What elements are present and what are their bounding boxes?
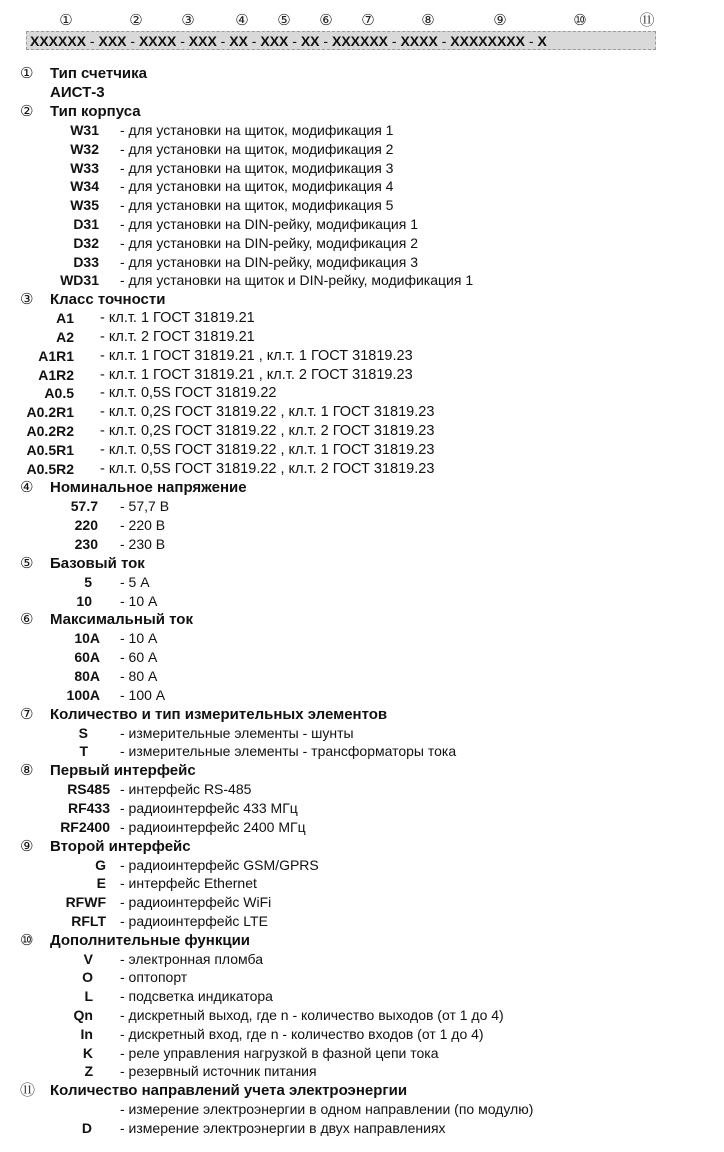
section-title-row [0,290,724,309]
designation-pattern-strip [26,31,656,50]
pattern-separator: - [437,33,451,49]
section-title: Дополнительные функции [50,931,251,949]
item-description: - для установки на щиток, модификация 1 [120,122,394,138]
section-number: ⑤ [20,553,34,572]
section-title-row [0,705,724,724]
item-description: - подсветка индикатора [120,988,273,1005]
section-3 [0,290,724,478]
item-code: A1 [56,310,74,327]
item-code: A0.5 [44,385,74,402]
section-6 [0,610,724,704]
item-code: D31 [73,215,99,232]
list-item [0,1044,724,1063]
pattern-separator: - [86,33,99,49]
list-item [0,893,724,912]
item-code: RFLT [71,912,106,929]
list-item [0,121,724,140]
header-number-10: ⑩ [573,11,587,29]
pattern-separator: - [126,33,139,49]
header-number-6: ⑥ [319,11,333,29]
list-item [0,535,724,554]
section-2 [0,102,724,290]
item-description: - 10 А [120,630,158,647]
item-code: In [80,1025,93,1042]
item-description: - измерительные элементы - шунты [120,724,354,741]
pattern-code-11: X [537,33,547,49]
item-description: - дискретный вход, где n - количество входов (от 1 до 4) [120,1025,484,1042]
pattern-code-4: XXX [188,33,217,49]
pattern-separator: - [524,33,538,49]
designation-header [26,10,658,54]
list-item [0,874,724,893]
list-item [0,968,724,987]
list-item [0,516,724,535]
section-number: ⑧ [20,761,34,780]
designation-legend [0,64,724,1138]
item-code: 5 [84,573,92,590]
section-title: Класс точности [50,291,166,309]
list-item [0,818,724,837]
item-description: - реле управления нагрузкой в фазной цепи тока [120,1044,439,1061]
item-description: - интерфейс RS-485 [120,781,252,798]
item-description: - кл.т. 0,2S ГОСТ 31819.22 , кл.т. 1 ГОСТ 31819.23 [100,404,435,421]
item-code: 230 [74,535,98,552]
item-code: W34 [70,178,99,195]
item-description: - кл.т. 1 ГОСТ 31819.21 , кл.т. 1 ГОСТ 31819.23 [100,347,413,364]
section-7 [0,705,724,762]
list-item [0,460,724,479]
item-code: W35 [70,197,99,214]
item-description: - для установки на щиток и DIN-рейку, модификация 1 [120,272,474,289]
item-code: G [95,856,106,873]
list-item [0,629,724,648]
section-value: АИСТ-3 [50,84,105,101]
section-title: Количество и тип измерительных элементов [50,705,388,723]
item-description: - для установки на DIN-рейку, модификация 3 [120,253,419,270]
item-description: - кл.т. 2 ГОСТ 31819.21 [100,328,255,345]
item-description: - 60 А [120,649,158,666]
section-title-row [0,478,724,497]
pattern-code-7: XX [300,33,320,49]
pattern-code-8: XXXXXX [331,33,389,49]
pattern-separator: - [319,33,332,49]
section-title: Тип счетчика [50,65,147,82]
item-code: 80A [74,667,100,684]
list-item [0,856,724,875]
item-code: A0.2R2 [26,422,74,439]
header-number-3: ③ [181,11,195,29]
list-item [0,159,724,178]
section-title: Количество направлений учета электроэнергии [50,1082,408,1100]
list-item [0,215,724,234]
list-item [0,1119,724,1138]
item-description: - для установки на щиток, модификация 5 [120,197,394,214]
item-description: - кл.т. 0,2S ГОСТ 31819.22 , кл.т. 2 ГОСТ 31819.23 [100,422,435,439]
item-description: - для установки на DIN-рейку, модификация 2 [120,234,419,251]
section-number: ④ [20,478,34,497]
item-code: A0.2R1 [26,404,74,421]
item-description: - радиоинтерфейс GSM/GPRS [120,856,319,873]
item-code: WD31 [60,272,99,289]
list-item [0,1025,724,1044]
item-code: O [82,969,93,986]
section-number: ③ [20,290,34,309]
section-title: Номинальное напряжение [50,479,247,497]
section-8 [0,761,724,836]
list-item [0,177,724,196]
item-description: - 57,7 В [120,498,170,515]
section-number: ⑦ [20,704,34,723]
item-code: 10A [74,630,100,647]
pattern-separator: - [288,33,301,49]
item-code: W33 [70,159,99,176]
pattern-code-5: XX [229,33,248,49]
pattern-separator: - [216,33,230,49]
list-item [0,912,724,931]
item-code: E [96,875,106,892]
list-item [0,1062,724,1081]
section-number: ⑩ [20,930,34,949]
item-code: S [78,724,88,741]
item-code: L [84,988,93,1005]
list-item [0,441,724,460]
item-description: - 100 А [120,686,166,703]
item-description: - для установки на щиток, модификация 4 [120,178,394,195]
section-value-row [0,83,724,102]
section-number: ⑪ [20,1081,36,1100]
section-title-row [0,610,724,629]
pattern-code-1: XXXXXX [30,33,87,49]
list-item [0,724,724,743]
section-title-row [0,64,724,83]
list-item [0,422,724,441]
item-code: D32 [73,234,99,251]
list-item [0,1006,724,1025]
item-code: A1R1 [38,347,74,364]
pattern-code-6: XXX [260,33,289,49]
item-code: Z [84,1063,93,1080]
item-description: - радиоинтерфейс WiFi [120,894,272,911]
section-title: Тип корпуса [50,103,141,120]
list-item [0,309,724,328]
item-description: - измерение электроэнергии в двух направлениях [120,1120,446,1137]
item-code: W31 [70,122,99,138]
item-description: - оптопорт [120,969,188,986]
list-item [0,366,724,385]
section-title: Максимальный ток [50,611,193,629]
list-item [0,573,724,592]
item-description: - кл.т. 0,5S ГОСТ 31819.22 , кл.т. 2 ГОСТ 31819.23 [100,460,435,477]
section-title-row [0,554,724,573]
header-number-5: ⑤ [277,11,291,29]
item-description: - интерфейс Ethernet [120,875,257,892]
list-item [0,271,724,290]
item-description: - электронная пломба [120,950,263,967]
item-code: RFWF [65,894,106,911]
item-description: - для установки на щиток, модификация 2 [120,140,394,157]
item-code: K [82,1044,93,1061]
section-number: ② [20,102,34,120]
section-number: ⑨ [20,836,34,855]
list-item [0,1100,724,1119]
section-title-row [0,931,724,950]
list-item [0,140,724,159]
section-4 [0,478,724,553]
item-description: - радиоинтерфейс 2400 МГц [120,818,306,835]
item-description: - резервный источник питания [120,1063,317,1080]
list-item [0,328,724,347]
item-code: D33 [73,253,99,270]
item-code: 60A [74,649,100,666]
item-code: 100A [66,686,100,703]
item-code: A1R2 [38,366,74,383]
item-code: RF433 [67,799,110,816]
item-description: - 230 В [120,535,166,552]
list-item [0,347,724,366]
item-code: T [79,743,88,760]
list-item [0,799,724,818]
list-item [0,950,724,969]
header-number-9: ⑨ [493,11,507,29]
header-number-8: ⑧ [421,11,435,29]
item-description: - 220 В [120,517,166,534]
list-item [0,403,724,422]
item-code: 220 [74,517,98,534]
item-description: - для установки на DIN-рейку, модификация 1 [120,215,419,232]
item-description: - кл.т. 1 ГОСТ 31819.21 [100,310,255,327]
item-code: A0.5R1 [26,441,74,458]
section-title-row [0,837,724,856]
item-description: - радиоинтерфейс LTE [120,912,268,929]
item-description: - радиоинтерфейс 433 МГц [120,799,298,816]
list-item [0,234,724,253]
list-item [0,780,724,799]
item-code: W32 [70,140,99,157]
list-item [0,196,724,215]
item-description: - 5 А [120,573,150,590]
item-description: - 10 А [120,592,158,609]
item-code: A2 [56,328,74,345]
section-10 [0,931,724,1082]
item-description: - кл.т. 0,5S ГОСТ 31819.22 , кл.т. 1 ГОСТ 31819.23 [100,441,435,458]
item-code: Qn [73,1007,93,1024]
header-number-7: ⑦ [361,11,375,29]
list-item [0,592,724,611]
list-item [0,667,724,686]
section-title: Базовый ток [50,554,145,572]
item-code: RF2400 [60,818,110,835]
header-number-4: ④ [235,11,249,29]
pattern-code-2: XXX [98,33,127,49]
item-description: - кл.т. 0,5S ГОСТ 31819.22 [100,385,277,402]
item-code: 10 [76,592,92,609]
pattern-code-9: XXXX [400,33,438,49]
list-item [0,384,724,403]
list-item [0,686,724,705]
item-description: - 80 А [120,667,158,684]
header-number-2: ② [129,11,143,29]
pattern-separator: - [388,33,401,49]
designation-pattern [30,32,547,51]
item-description: - для установки на щиток, модификация 3 [120,159,394,176]
item-code: V [83,950,93,967]
item-description: - измерение электроэнергии в одном направлении (по модулю) [120,1101,534,1118]
list-item [0,253,724,272]
pattern-code-10: XXXXXXXX [450,33,525,49]
item-code: RS485 [67,781,110,798]
item-description: - кл.т. 1 ГОСТ 31819.21 , кл.т. 2 ГОСТ 31819.23 [100,366,413,383]
list-item [0,742,724,761]
pattern-separator: - [176,33,189,49]
item-code: 57.7 [70,498,98,515]
item-description: - измерительные элементы - трансформаторы тока [120,743,457,760]
list-item [0,987,724,1006]
pattern-separator: - [247,33,261,49]
pattern-code-3: XXXX [138,33,177,49]
list-item [0,648,724,667]
section-9 [0,837,724,931]
section-5 [0,554,724,611]
section-11 [0,1081,724,1138]
item-code: A0.5R2 [26,460,74,477]
item-code: D [81,1120,92,1137]
section-title: Первый интерфейс [50,762,196,780]
list-item [0,497,724,516]
section-title: Второй интерфейс [50,837,191,855]
section-number: ⑥ [20,610,34,629]
header-number-11: ⑪ [639,11,655,29]
section-title-row [0,761,724,780]
section-title-row [0,102,724,121]
section-1 [0,64,724,102]
section-number: ① [20,64,34,82]
item-description: - дискретный выход, где n - количество выходов (от 1 до 4) [120,1007,504,1024]
header-number-1: ① [59,11,73,29]
section-title-row [0,1081,724,1100]
